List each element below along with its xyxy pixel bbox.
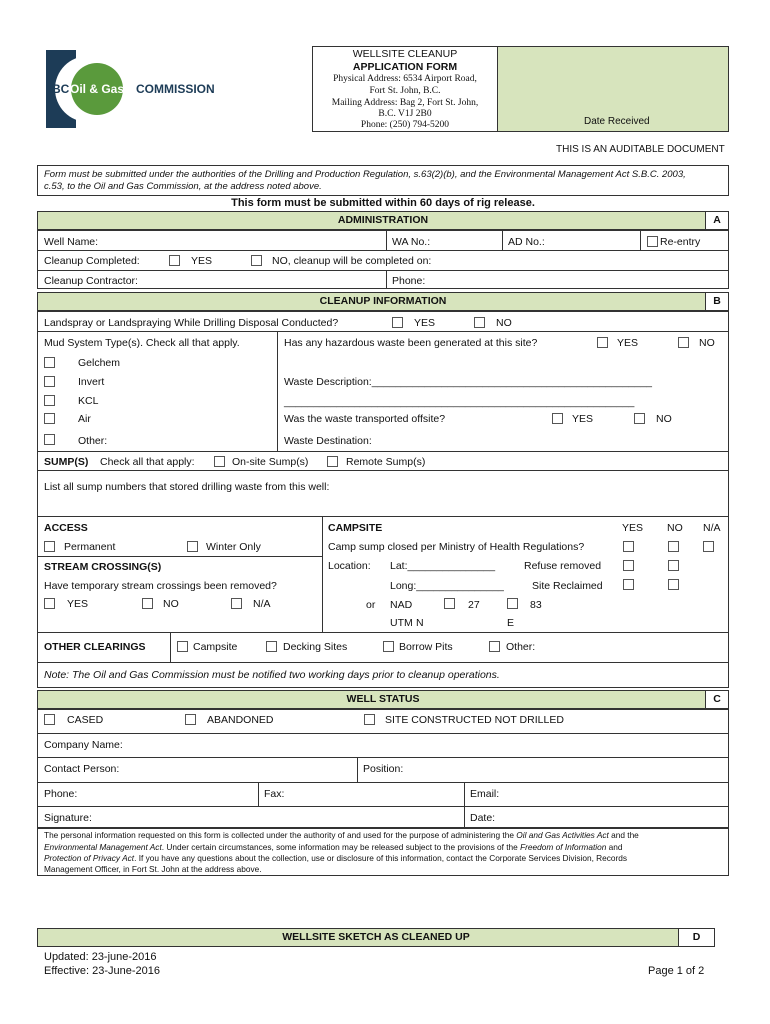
transported-no-label: NO bbox=[656, 413, 672, 425]
clearing-other-label: Other: bbox=[506, 641, 536, 653]
waste-description-line2[interactable]: ____________________________________________________________ bbox=[284, 396, 635, 408]
section-c-header bbox=[37, 690, 729, 709]
onsite-sump-label: On-site Sump(s) bbox=[232, 456, 309, 468]
section-b-letter: B bbox=[705, 292, 729, 311]
deadline-notice: This form must be submitted within 60 days of rig release. bbox=[231, 197, 535, 209]
onsite-sump-checkbox[interactable] bbox=[214, 456, 225, 467]
other-clearings-label: OTHER CLEARINGS bbox=[44, 641, 146, 653]
clearing-borrow-checkbox[interactable] bbox=[383, 641, 394, 652]
contact-person-label: Contact Person: bbox=[44, 763, 120, 775]
remote-sump-checkbox[interactable] bbox=[327, 456, 338, 467]
logo-commission-text: COMMISSION bbox=[136, 82, 215, 96]
campsite-label: CAMPSITE bbox=[328, 522, 383, 534]
waste-description-field[interactable]: Waste Description:________________________________________________ bbox=[284, 376, 653, 388]
section-a-title: ADMINISTRATION bbox=[337, 214, 429, 226]
nad27-label: 27 bbox=[468, 599, 480, 611]
well-name-label: Well Name: bbox=[44, 236, 99, 248]
status-site-constructed-label: SITE CONSTRUCTED NOT DRILLED bbox=[385, 714, 564, 726]
status-abandoned-label: ABANDONED bbox=[207, 714, 274, 726]
privacy-line2 bbox=[44, 842, 622, 852]
section-d-title: WELLSITE SKETCH AS CLEANED UP bbox=[282, 931, 470, 943]
ad-no-label: AD No.: bbox=[508, 236, 545, 248]
landspray-no-label: NO bbox=[496, 317, 512, 329]
section-b-title: CLEANUP INFORMATION bbox=[319, 295, 447, 307]
privacy-act-name: Protection of Privacy Act bbox=[44, 853, 135, 863]
privacy-text: . Under certain circumstances, some information may be released subject to the provisions of the bbox=[161, 842, 521, 852]
clearing-decking-label: Decking Sites bbox=[283, 641, 348, 653]
mud-other-label: Other: bbox=[78, 435, 108, 447]
privacy-act-name: Environmental Management Act bbox=[44, 842, 162, 852]
hazard-question: Has any hazardous waste been generated at this site? bbox=[284, 337, 538, 349]
nad27-checkbox[interactable] bbox=[444, 598, 455, 609]
camp-sump-question: Camp sump closed per Ministry of Health Regulations? bbox=[328, 541, 585, 553]
status-cased-checkbox[interactable] bbox=[44, 714, 55, 725]
section-a-letter: A bbox=[705, 211, 729, 230]
reentry-checkbox[interactable] bbox=[647, 236, 658, 247]
section-d-header bbox=[37, 928, 715, 947]
nad83-label: 83 bbox=[530, 599, 542, 611]
privacy-text: and bbox=[606, 842, 623, 852]
intro-line1: Form must be submitted under the authorities of the Drilling and Production Regulation, s.63(2)(b), and the Environmental Management Act S.B.C. 2003, bbox=[44, 169, 686, 180]
privacy-act-name: Freedom of Information bbox=[520, 842, 607, 852]
logo-bc-text: BC bbox=[52, 82, 70, 96]
section-c-title: WELL STATUS bbox=[346, 693, 420, 705]
position-label: Position: bbox=[363, 763, 404, 775]
status-cased-label: CASED bbox=[67, 714, 104, 726]
privacy-line1 bbox=[44, 830, 639, 840]
stream-na-checkbox[interactable] bbox=[231, 598, 242, 609]
form-title-line2: APPLICATION FORM bbox=[352, 61, 458, 73]
site-reclaimed-label: Site Reclaimed bbox=[532, 580, 603, 592]
cleanup-no-label: NO, cleanup will be completed on: bbox=[272, 255, 432, 267]
transported-yes-checkbox[interactable] bbox=[552, 413, 563, 424]
landspray-no-checkbox[interactable] bbox=[474, 317, 485, 328]
stream-no-checkbox[interactable] bbox=[142, 598, 153, 609]
mud-air-checkbox[interactable] bbox=[44, 413, 55, 424]
transported-no-checkbox[interactable] bbox=[634, 413, 645, 424]
refuse-no-checkbox[interactable] bbox=[668, 560, 679, 571]
hazard-yes-checkbox[interactable] bbox=[597, 337, 608, 348]
clearing-other-checkbox[interactable] bbox=[489, 641, 500, 652]
status-abandoned-checkbox[interactable] bbox=[185, 714, 196, 725]
mud-gelchem-checkbox[interactable] bbox=[44, 357, 55, 368]
reclaimed-yes-checkbox[interactable] bbox=[623, 579, 634, 590]
transported-question: Was the waste transported offsite? bbox=[284, 413, 446, 425]
stream-no-label: NO bbox=[163, 598, 179, 610]
mud-invert-checkbox[interactable] bbox=[44, 376, 55, 387]
campsite-col-na: N/A bbox=[703, 522, 721, 534]
cleanup-completed-label: Cleanup Completed: bbox=[44, 255, 140, 267]
stream-na-label: N/A bbox=[253, 598, 271, 610]
nad-label: NAD bbox=[390, 599, 413, 611]
intro-line2: c.53, to the Oil and Gas Commission, at the address noted above. bbox=[44, 181, 322, 192]
privacy-line4: Management Officer, in Fort St. John at the address above. bbox=[44, 864, 262, 874]
email-label: Email: bbox=[470, 788, 500, 800]
camp-sump-no-checkbox[interactable] bbox=[668, 541, 679, 552]
hazard-no-checkbox[interactable] bbox=[678, 337, 689, 348]
landspray-yes-checkbox[interactable] bbox=[392, 317, 403, 328]
auditable-note: THIS IS AN AUDITABLE DOCUMENT bbox=[556, 144, 725, 155]
refuse-removed-label: Refuse removed bbox=[524, 560, 602, 572]
privacy-text: The personal information requested on this form is collected under the authority of and used for the purpose of administering the bbox=[44, 830, 517, 840]
address-line2: Fort St. John, B.C. bbox=[369, 86, 441, 96]
mud-system-question: Mud System Type(s). Check all that apply. bbox=[44, 337, 240, 349]
reentry-label: Re-entry bbox=[660, 236, 701, 248]
fax-label: Fax: bbox=[264, 788, 285, 800]
campsite-col-yes: YES bbox=[622, 522, 644, 534]
landspray-yes-label: YES bbox=[414, 317, 436, 329]
stream-crossing-label: STREAM CROSSING(S) bbox=[44, 561, 162, 573]
notification-note: Note: The Oil and Gas Commission must be notified two working days prior to cleanup operations. bbox=[44, 669, 500, 681]
utm-label: UTM bbox=[390, 617, 413, 629]
hazard-yes-label: YES bbox=[617, 337, 639, 349]
date-label: Date: bbox=[470, 812, 496, 824]
landspray-question: Landspray or Landspraying While Drilling Disposal Conducted? bbox=[44, 317, 339, 329]
location-label: Location: bbox=[328, 560, 371, 572]
section-b-header bbox=[37, 292, 729, 311]
mud-kcl-label: KCL bbox=[78, 395, 99, 407]
stream-question: Have temporary stream crossings been removed? bbox=[44, 580, 277, 592]
mud-other-checkbox[interactable] bbox=[44, 434, 55, 445]
section-d-letter: D bbox=[678, 928, 715, 947]
date-received-label: Date Received bbox=[584, 116, 650, 127]
utm-e-label: E bbox=[507, 617, 515, 629]
clearing-campsite-label: Campsite bbox=[193, 641, 238, 653]
hazard-no-label: NO bbox=[699, 337, 715, 349]
section-c-letter: C bbox=[705, 690, 729, 709]
refuse-yes-checkbox[interactable] bbox=[623, 560, 634, 571]
mud-air-label: Air bbox=[78, 413, 91, 425]
cleanup-yes-checkbox[interactable] bbox=[169, 255, 180, 266]
company-phone-label: Phone: bbox=[44, 788, 78, 800]
stream-yes-label: YES bbox=[67, 598, 89, 610]
signature-label: Signature: bbox=[44, 812, 92, 824]
waste-destination-label: Waste Destination: bbox=[284, 435, 372, 447]
privacy-text: and the bbox=[608, 830, 639, 840]
address-line3: Mailing Address: Bag 2, Fort St. John, bbox=[331, 98, 479, 108]
camp-sump-na-checkbox[interactable] bbox=[703, 541, 714, 552]
latitude-field[interactable]: Lat:_______________ bbox=[390, 560, 496, 572]
campsite-col-no: NO bbox=[667, 522, 683, 534]
clearing-borrow-label: Borrow Pits bbox=[399, 641, 453, 653]
camp-sump-yes-checkbox[interactable] bbox=[623, 541, 634, 552]
privacy-act-name: Oil and Gas Activities Act bbox=[516, 830, 609, 840]
longitude-field[interactable]: Long:_______________ bbox=[390, 580, 504, 592]
logo-oil-gas-text: Oil & Gas bbox=[70, 82, 125, 96]
contractor-label: Cleanup Contractor: bbox=[44, 275, 138, 287]
transported-yes-label: YES bbox=[572, 413, 594, 425]
stream-yes-checkbox[interactable] bbox=[44, 598, 55, 609]
access-permanent-checkbox[interactable] bbox=[44, 541, 55, 552]
cleanup-yes-label: YES bbox=[191, 255, 213, 267]
mud-kcl-checkbox[interactable] bbox=[44, 395, 55, 406]
access-label: ACCESS bbox=[44, 522, 88, 534]
wa-no-label: WA No.: bbox=[392, 236, 431, 248]
company-name-label: Company Name: bbox=[44, 739, 123, 751]
remote-sump-label: Remote Sump(s) bbox=[346, 456, 426, 468]
address-line4: B.C. V1J 2B0 bbox=[378, 109, 432, 119]
sump-numbers-label: List all sump numbers that stored drilling waste from this well: bbox=[44, 481, 330, 493]
section-a-header bbox=[37, 211, 729, 230]
address-line1: Physical Address: 6534 Airport Road, bbox=[333, 74, 477, 84]
mud-invert-label: Invert bbox=[78, 376, 105, 388]
privacy-text: . If you have any questions about the collection, use or disclosure of this information, contact the Corporate Services Division, Records bbox=[134, 853, 628, 863]
bc-oil-gas-commission-logo bbox=[46, 48, 226, 130]
page-number: Page 1 of 2 bbox=[648, 965, 705, 977]
reclaimed-no-checkbox[interactable] bbox=[668, 579, 679, 590]
utm-n-label: N bbox=[416, 617, 424, 629]
updated-date: Updated: 23-june-2016 bbox=[44, 951, 157, 963]
contractor-phone-label: Phone: bbox=[392, 275, 426, 287]
mud-gelchem-label: Gelchem bbox=[78, 357, 121, 369]
access-winter-checkbox[interactable] bbox=[187, 541, 198, 552]
form-title-line1: WELLSITE CLEANUP bbox=[352, 48, 458, 60]
clearing-campsite-checkbox[interactable] bbox=[177, 641, 188, 652]
sumps-check-label: Check all that apply: bbox=[100, 456, 195, 468]
or-label: or bbox=[366, 599, 376, 611]
status-site-constructed-checkbox[interactable] bbox=[364, 714, 375, 725]
nad83-checkbox[interactable] bbox=[507, 598, 518, 609]
sumps-label: SUMP(S) bbox=[44, 456, 89, 468]
access-winter-label: Winter Only bbox=[206, 541, 261, 553]
privacy-line3 bbox=[44, 853, 627, 863]
address-line5: Phone: (250) 794-5200 bbox=[360, 120, 450, 130]
cleanup-no-checkbox[interactable] bbox=[251, 255, 262, 266]
clearing-decking-checkbox[interactable] bbox=[266, 641, 277, 652]
access-permanent-label: Permanent bbox=[64, 541, 116, 553]
effective-date: Effective: 23-June-2016 bbox=[44, 965, 160, 977]
